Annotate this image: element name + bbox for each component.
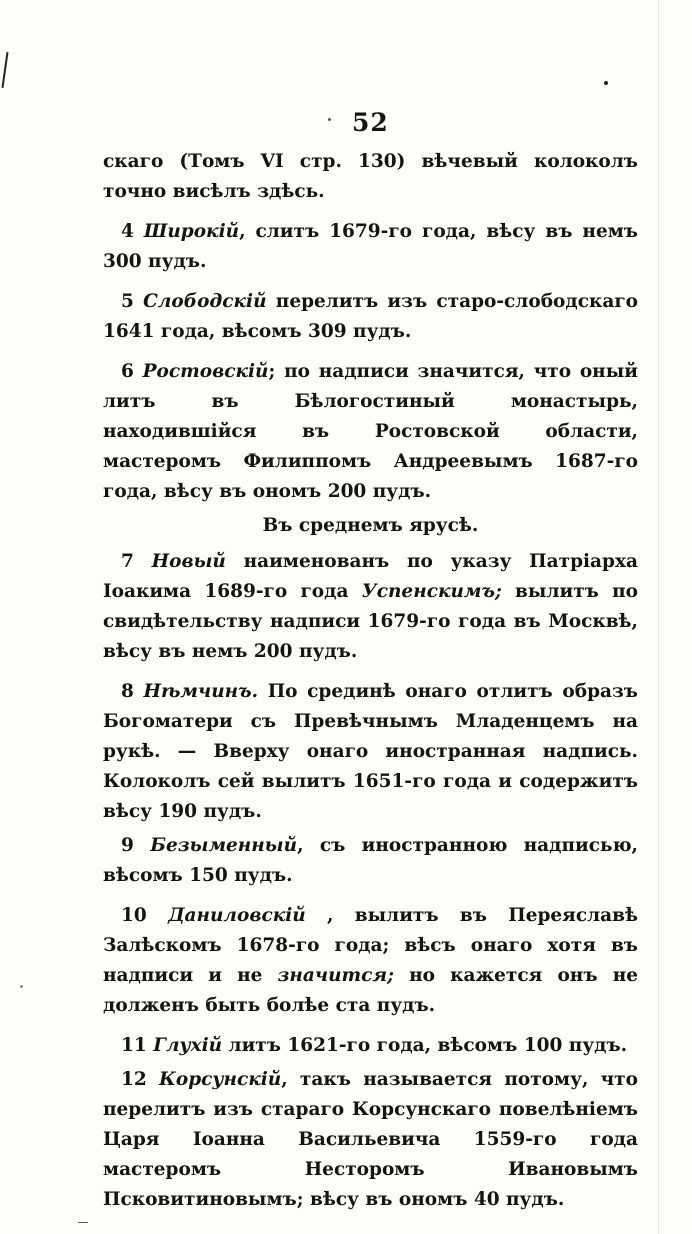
- paragraph-continued: [103, 147, 638, 207]
- bell-number: 5: [121, 291, 134, 312]
- paragraph-bell-4: [103, 217, 638, 277]
- paragraph-text: , вылитъ въ Переяславѣ Залѣскомъ 1678-го года; вѣсъ онаго хотя въ надписи и не: [103, 905, 638, 986]
- page-number: 52: [352, 108, 389, 137]
- paragraph-text: , слитъ 1679-го года, вѣсу въ немъ 300 пудъ.: [103, 221, 638, 272]
- bell-name: Нѣмчинъ.: [143, 681, 259, 702]
- bell-name: Корсунскій: [159, 1069, 282, 1090]
- bell-name: Безыменный: [150, 835, 298, 856]
- paragraph-bell-11: [103, 1031, 638, 1061]
- bell-number: 6: [121, 361, 134, 382]
- body-text: [103, 147, 638, 1225]
- bell-number: 10: [121, 905, 147, 926]
- bell-number: 4: [121, 221, 134, 242]
- bell-name: Глухій: [153, 1035, 223, 1056]
- paragraph-bell-7: [103, 547, 638, 667]
- bell-number: 8: [121, 681, 134, 702]
- scan-artifact: [20, 985, 23, 988]
- scan-artifact: [604, 81, 608, 85]
- paragraph-text: наименованъ по указу Патріарха Іоакима 1689-го года: [103, 551, 638, 602]
- scan-artifact: [2, 52, 9, 88]
- paragraph-bell-12: [103, 1065, 638, 1215]
- paragraph-text: ; по надписи значится, что оный литъ въ Бѣлогостиный монастырь, находившійся въ Ростовской области, мастеромъ Филиппомъ Андреевымъ 1687-го года, вѣсу въ ономъ 200 пудъ.: [103, 361, 638, 502]
- paragraph-text: По срединѣ онаго отлитъ образъ Богоматери съ Превѣчнымъ Младенцемъ на рукѣ. — Вверху онаго иностранная надпись. Колоколъ сей вылитъ 1651-го года и содержитъ вѣсу 190 пудъ.: [103, 681, 638, 822]
- bell-alt-name: Успенскимъ;: [361, 581, 502, 602]
- bell-name: Широкій: [143, 221, 240, 242]
- paragraph-bell-10: [103, 901, 638, 1021]
- paragraph-bell-8: [103, 677, 638, 827]
- page-edge: [658, 0, 659, 1234]
- paragraph-text: вылитъ по свидѣтельству надписи 1679-го года въ Москвѣ, вѣсу въ немъ 200 пудъ.: [103, 581, 638, 662]
- bell-name: Даниловскій: [168, 905, 306, 926]
- paragraph-text: скаго (Томъ VI стр. 130) вѣчевый колоколъ точно висѣлъ здѣсь.: [103, 151, 638, 202]
- paragraph-text: литъ 1621-го года, вѣсомъ 100 пудъ.: [222, 1035, 628, 1056]
- bell-name: Слободскій: [143, 291, 267, 312]
- bell-number: 7: [121, 551, 134, 572]
- paragraph-text: но кажется онъ не долженъ быть болѣе ста пудъ.: [103, 965, 639, 1016]
- paragraph-bell-5: [103, 287, 638, 347]
- paragraph-text: перелитъ изъ старо-слободскаго 1641 года, вѣсомъ 309 пудъ.: [103, 291, 638, 342]
- bell-name: Новый: [151, 551, 226, 572]
- bell-number: 11: [121, 1035, 147, 1056]
- paragraph-text: , такъ называется потому, что перелитъ изъ стараго Корсунскаго повелѣніемъ Царя Іоанна Васильевича 1559-го года мастеромъ Несторомъ Ивановымъ Псковитиновымъ; вѣсу въ ономъ 40 пудъ.: [103, 1069, 638, 1210]
- scan-artifact: [78, 1222, 88, 1223]
- paragraph-bell-6: [103, 357, 638, 507]
- scan-artifact: [328, 118, 331, 121]
- emphasized-word: значится;: [277, 965, 394, 986]
- bell-name: Ростовскій: [142, 361, 269, 382]
- paragraph-text: , съ иностранною надписью, вѣсомъ 150 пудъ.: [103, 835, 638, 886]
- bell-number: 12: [121, 1069, 147, 1090]
- paragraph-bell-9: [103, 831, 638, 891]
- bell-number: 9: [121, 835, 134, 856]
- section-heading: Въ среднемъ ярусѣ.: [262, 515, 479, 536]
